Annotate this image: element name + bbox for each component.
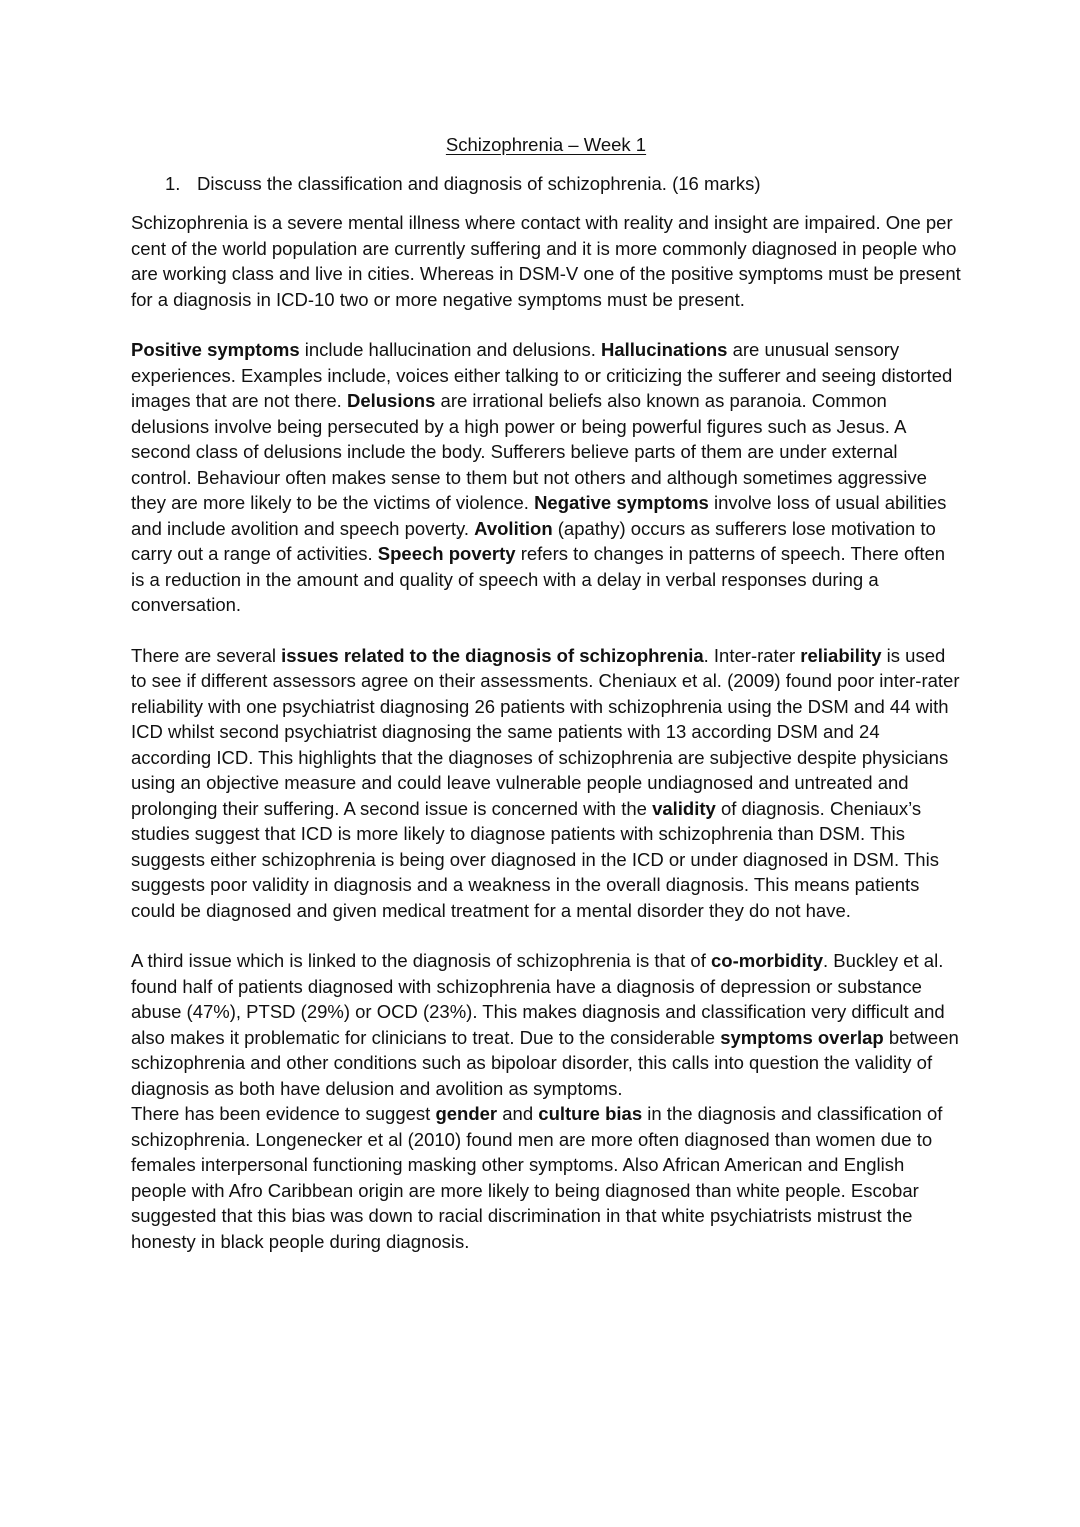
text-run: . Inter-rater (703, 644, 801, 666)
question-text: Discuss the classification and diagnosis of schizophrenia. (16 marks) (197, 173, 761, 194)
bold-term: gender (435, 1103, 498, 1124)
text-run: in the diagnosis and classification of schizophrenia. Longenecker et al (2010) found men are more often diagnosed than women due to females interpersonal functioning masking other symptoms. Also African American and English people with Afro Caribbean origin are more likely to being diagnosed than white people. Escobar suggested that this bias was down to racial discrimination in that white psychiatrists mistrust the honesty in black people during diagnosis. (131, 1103, 943, 1252)
bold-term: Positive symptoms (131, 339, 300, 360)
document-title (131, 132, 961, 157)
bold-term: co-morbidity (711, 950, 824, 971)
text-run: of diagnosis. Cheniaux’s studies suggest that ICD is more likely to diagnose patients with schizophrenia than DSM. This suggests either schizophrenia is being over diagnosed in the ICD or under diagnosed in DSM. This suggests poor validity in diagnosis and a weakness in the overall diagnosis. This means patients could be diagnosed and given medical treatment for a mental disorder they do not have. (131, 797, 939, 921)
bold-term: symptoms overlap (720, 1026, 884, 1048)
text-run: between schizophrenia and other conditions such as bipoloar disorder, this calls into question the validity of diagnosis as both have delusion and avolition as symptoms. (131, 1026, 959, 1099)
text-run: A third issue which is linked to the diagnosis of schizophrenia is that of (131, 950, 711, 971)
bold-term: reliability (800, 644, 882, 666)
paragraph-bias (131, 1101, 961, 1254)
paragraph-symptoms (131, 337, 961, 618)
text-run: involve loss of usual abilities and include avolition and speech poverty. (131, 492, 947, 539)
bold-term: Hallucinations (600, 339, 728, 360)
bold-term: Negative symptoms (534, 492, 709, 513)
text-run: are unusual sensory experiences. Examples include, voices either talking to or criticizing the sufferer and seeing distorted images that are not there. (131, 339, 953, 411)
document-page (131, 132, 961, 1279)
paragraph-reliability-validity (131, 643, 961, 924)
text-run: and (497, 1103, 539, 1124)
text-run: Schizophrenia is a severe mental illness where contact with reality and insight are impaired. One per cent of the world population are currently suffering and it is more commonly diagnosed in people who are working class and live in cities. Whereas in DSM-V one of the positive symptoms must be present for a diagnosis in ICD-10 two or more negative symptoms must be present. (131, 212, 961, 310)
text-run: are irrational beliefs also known as paranoia. Common delusions involve being persecuted by a high power or being powerful figures such as Jesus. A second class of delusions include the body. Sufferers believe parts of them are under external control. Behaviour often makes sense to them but not others and although sometimes aggressive they are more likely to be the victims of violence. (131, 390, 927, 513)
bold-term: validity (652, 797, 716, 819)
text-run: is used to see if different assessors agree on their assessments. Cheniaux et al. (2009) found poor inter-rater reliability with one psychiatrist diagnosing 26 patients with schizophrenia using the DSM and 44 with ICD whilst second psychiatrist diagnosing the same patients with 13 according DSM and 24 according ICD. This highlights that the diagnoses of schizophrenia are subjective despite physicians using an objective measure and could leave vulnerable people undiagnosed and untreated and prolonging their suffering. A second issue is concerned with the (131, 644, 960, 819)
text-run: (apathy) occurs as sufferers lose motivation to carry out a range of activities. (131, 517, 936, 564)
bold-term: Delusions (346, 390, 436, 411)
text-run: include hallucination and delusions. (299, 339, 601, 360)
paragraph-intro (131, 210, 961, 312)
paragraph-comorbidity (131, 948, 961, 1101)
text-run: refers to changes in patterns of speech. There often is a reduction in the amount and quality of speech with a delay in verbal responses during a conversation. (131, 543, 946, 615)
title-text: Schizophrenia – Week 1 (445, 134, 647, 155)
text-run: There are several (131, 644, 282, 666)
bold-term: Avolition (474, 517, 553, 539)
text-run: . Buckley et al. found half of patients diagnosed with schizophrenia have a diagnosis of depression or substance abuse (47%), PTSD (29%) or OCD (23%). This makes diagnosis and classification very difficult and also makes it problematic for clinicians to treat. Due to the considerable (131, 950, 945, 1048)
bold-term: Speech poverty (377, 543, 516, 564)
bold-term: issues related to the diagnosis of schizophrenia (281, 644, 704, 666)
bold-term: culture bias (538, 1103, 643, 1124)
text-run: There has been evidence to suggest (131, 1103, 436, 1124)
essay-question (131, 171, 961, 196)
question-number: 1. (165, 173, 181, 194)
